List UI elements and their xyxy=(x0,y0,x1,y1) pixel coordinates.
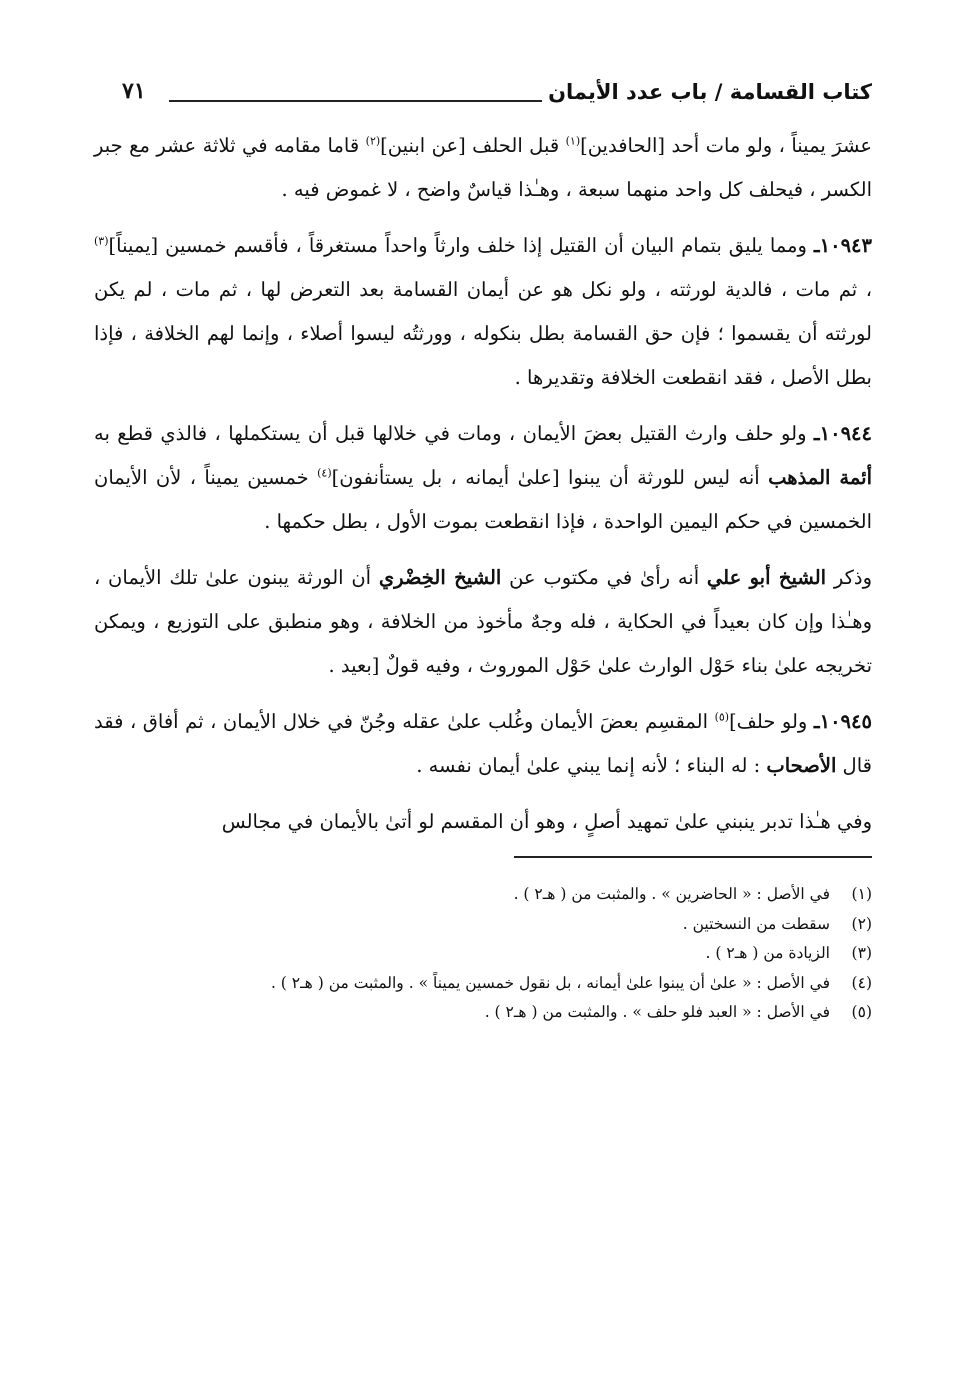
footnotes xyxy=(94,880,872,1028)
footnote-text: في الأصل : « علىٰ أن يبنوا علىٰ أيمانه ، بل نقول خمسين يميناً » . والمثبت من ( هـ٢ ) . xyxy=(270,973,830,992)
footnote-ref-3: (٣) xyxy=(94,234,109,248)
text-run: وفي هـٰذا تدبر ينبني علىٰ تمهيد أصلٍ ، وهو أن المقسم لو أتىٰ بالأيمان في مجالس xyxy=(221,810,872,833)
footnote-text: سقطت من النسختين . xyxy=(682,914,830,933)
text-run: وذكر xyxy=(826,566,872,589)
text-run: أن الورثة يبنون علىٰ تلك الأيمان ، وهـٰذا وإن كان بعيداً في الحكاية ، فله وجهٌ مأخوذ من الخلافة ، وهو منطبق على التوزيع ، ويمكن تخريجه علىٰ بناء حَوْل الوارث علىٰ حَوْل الموروث ، وفيه قولٌ [بعيد . xyxy=(94,566,872,677)
text-run: ولو حلف] xyxy=(729,710,814,733)
text-run: أنه ليس للورثة أن يبنوا [علىٰ أيمانه ، بل يستأنفون] xyxy=(331,466,769,489)
bold-term: الشيخ أبو علي xyxy=(706,566,827,589)
text-run: ولو حلف وارث القتيل بعضَ الأيمان ، ومات في خلالها قبل أن يستكملها ، فالذي قطع به xyxy=(94,422,814,445)
header-rule xyxy=(169,100,542,102)
bold-term: الأصحاب xyxy=(766,754,837,777)
footnote-number: (٤) xyxy=(851,973,872,992)
footnote xyxy=(94,969,872,999)
footnote-separator xyxy=(514,856,872,858)
paragraph-number: ١٠٩٤٤ـ xyxy=(813,422,872,445)
paragraph-10944 xyxy=(94,412,872,544)
paragraph-10943 xyxy=(94,224,872,400)
paragraph-6 xyxy=(94,800,872,844)
text-run: خمسين يميناً ، لأن الأيمان الخمسين في حكم اليمين الواحدة ، فإذا انقطعت بموت الأول ، بطل حكمها . xyxy=(94,466,872,533)
footnote-text: في الأصل : « العبد فلو حلف » . والمثبت من ( هـ٢ ) . xyxy=(484,1003,830,1021)
text-run: ، ثم مات ، فالدية لورثته ، ولو نكل هو عن أيمان القسامة بعد التعرض لها ، ثم مات ، لم يكن لورثته أن يقسموا ؛ فإن حق القسامة بطل بنكوله ، وورثتُه ليسوا أصلاء ، وإنما لهم الخلافة ، فإذا بطل الأصل ، فقد انقطعت الخلافة وتقديرها . xyxy=(94,278,872,389)
text-run: : له البناء ؛ لأنه إنما يبني علىٰ أيمان نفسه . xyxy=(416,754,767,777)
footnote-text: في الأصل : « الحاضرين » . والمثبت من ( هـ٢ ) . xyxy=(513,885,830,903)
footnote xyxy=(94,880,872,910)
header-title: كتاب القسامة / باب عدد الأيمان xyxy=(548,80,872,104)
footnote-ref-4: (٤) xyxy=(317,466,332,480)
footnote xyxy=(94,910,872,940)
text-run: ومما يليق بتمام البيان أن القتيل إذا خلف وارثاً واحداً مستغرقاً ، فأقسم خمسين [يميناً] xyxy=(108,234,814,257)
running-header xyxy=(94,78,872,124)
paragraph-1 xyxy=(94,124,872,212)
footnote-number: (١) xyxy=(851,885,872,903)
footnote xyxy=(94,939,872,969)
paragraph-number: ١٠٩٤٣ـ xyxy=(813,234,872,257)
paragraph-10945 xyxy=(94,700,872,788)
paragraph-number: ١٠٩٤٥ـ xyxy=(813,710,872,733)
footnote-ref-2: (٢) xyxy=(365,134,381,148)
footnote-number: (٣) xyxy=(851,944,872,962)
footnote-text: الزيادة من ( هـ٢ ) . xyxy=(705,944,830,962)
page-number: ٧١ xyxy=(122,78,146,104)
bold-term: الشيخ الخِضْري xyxy=(378,566,502,589)
text-run: أنه رأىٰ في مكتوب عن xyxy=(501,566,707,589)
text-run: قبل الحلف [عن ابنين] xyxy=(380,134,566,157)
text-run: عشرَ يميناً ، ولو مات أحد [الحافدين] xyxy=(580,134,872,157)
footnote-ref-1: (١) xyxy=(565,134,581,148)
bold-term: أئمة المذهب xyxy=(768,466,873,489)
footnote-number: (٥) xyxy=(851,1003,872,1021)
main-text xyxy=(94,124,872,844)
paragraph-4 xyxy=(94,556,872,688)
text-run: قاما مقامه في ثلاثة عشر مع جبر الكسر ، فيحلف كل واحد منهما سبعة ، وهـٰذا قياسٌ واضح ، لا غموض فيه . xyxy=(94,134,872,201)
footnote-ref-5: (٥) xyxy=(714,710,730,724)
text-run: المقسِم بعضَ الأيمان وغُلب علىٰ عقله وجُنّ في خلال الأيمان ، ثم أفاق ، فقد قال xyxy=(94,710,872,777)
footnote xyxy=(94,998,872,1028)
footnote-number: (٢) xyxy=(851,914,872,933)
book-page xyxy=(94,78,872,1338)
